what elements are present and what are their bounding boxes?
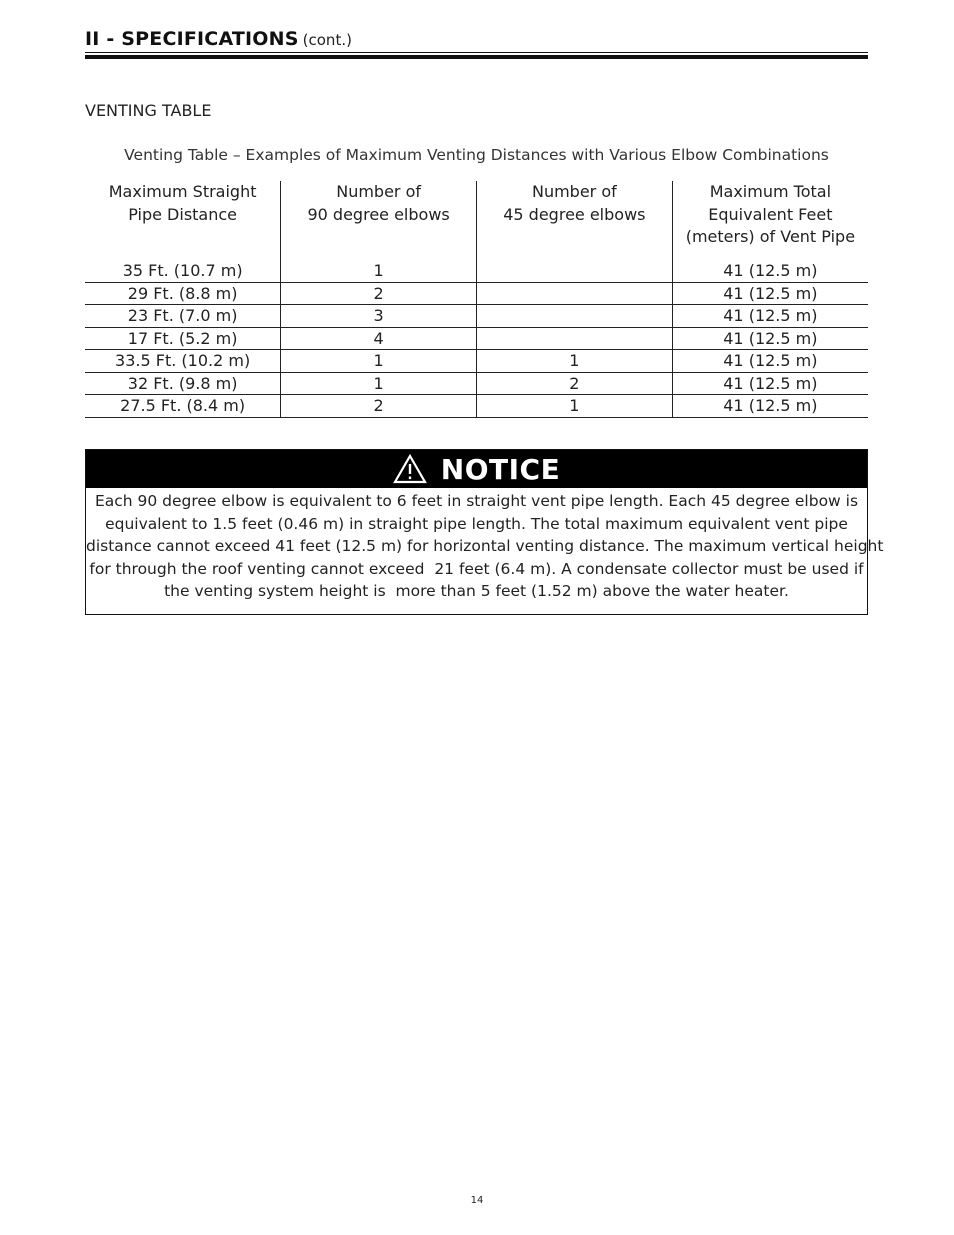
table-row (85, 395, 868, 418)
table-cell: 41 (12.5 m) (672, 282, 868, 305)
column-header-line: 90 degree elbows (307, 204, 450, 224)
table-cell (477, 260, 673, 282)
column-header-line: Pipe Distance (128, 204, 238, 224)
table-cell: 4 (281, 327, 477, 350)
table-cell: 41 (12.5 m) (672, 305, 868, 328)
notice-banner (86, 450, 867, 488)
table-row (85, 305, 868, 328)
table-header-row (85, 181, 868, 260)
table-cell (477, 327, 673, 350)
table-cell: 33.5 Ft. (10.2 m) (85, 350, 281, 373)
warning-triangle-icon (393, 454, 427, 484)
table-body (85, 260, 868, 417)
table-cell: 23 Ft. (7.0 m) (85, 305, 281, 328)
column-header (672, 181, 868, 260)
column-header-line: Maximum Total (709, 182, 832, 201)
table-cell: 17 Ft. (5.2 m) (85, 327, 281, 350)
notice-line: for through the roof venting cannot exceed 21 feet (6.4 m). A condensate collector must be used if (89, 559, 864, 578)
table-cell: 1 (281, 260, 477, 282)
table-cell: 41 (12.5 m) (672, 327, 868, 350)
table-row (85, 372, 868, 395)
section-continued-label: (cont.) (302, 31, 352, 49)
page-number: 14 (470, 1195, 484, 1206)
table-cell: 2 (281, 395, 477, 418)
table-row (85, 327, 868, 350)
page-header (85, 28, 868, 50)
column-header-line: 45 degree elbows (503, 204, 646, 224)
venting-table (85, 181, 868, 418)
table-cell: 41 (12.5 m) (672, 350, 868, 373)
table-cell: 1 (281, 350, 477, 373)
column-header-line: Equivalent Feet (708, 204, 833, 224)
header-rule-thin (85, 52, 868, 53)
table-cell: 1 (477, 395, 673, 418)
column-header (85, 181, 281, 260)
notice-text (86, 488, 884, 603)
table-cell: 35 Ft. (10.7 m) (85, 260, 281, 282)
column-header (477, 181, 673, 260)
table-cell: 1 (281, 372, 477, 395)
table-cell: 41 (12.5 m) (672, 395, 868, 418)
venting-table-label: VENTING TABLE (85, 101, 212, 120)
section-title: II - SPECIFICATIONS (85, 28, 299, 50)
column-header-line: (meters) of Vent Pipe (685, 227, 856, 246)
table-cell (477, 305, 673, 328)
column-header (281, 181, 477, 260)
notice-box (85, 449, 884, 615)
table-cell: 27.5 Ft. (8.4 m) (85, 395, 281, 418)
table-cell (477, 282, 673, 305)
column-header-line: Maximum Straight (108, 182, 257, 201)
notice-heading: NOTICE (440, 452, 561, 486)
table-row (85, 350, 868, 373)
column-header-line: Number of (531, 182, 617, 201)
header-rule-thick (85, 55, 868, 59)
table-cell: 41 (12.5 m) (672, 372, 868, 395)
table-cell: 41 (12.5 m) (672, 260, 868, 282)
table-cell: 29 Ft. (8.8 m) (85, 282, 281, 305)
table-cell: 2 (477, 372, 673, 395)
notice-line: distance cannot exceed 41 feet (12.5 m) for horizontal venting distance. The maximum vertical height (86, 537, 884, 556)
notice-line: equivalent to 1.5 feet (0.46 m) in straight pipe length. The total maximum equivalent vent pipe (105, 514, 848, 533)
table-cell: 32 Ft. (9.8 m) (85, 372, 281, 395)
table-row (85, 282, 868, 305)
column-header-line: Number of (336, 182, 422, 201)
table-cell: 1 (477, 350, 673, 373)
venting-table-caption: Venting Table – Examples of Maximum Venting Distances with Various Elbow Combinations (124, 146, 829, 164)
table-row (85, 260, 868, 282)
notice-line: the venting system height is more than 5 feet (1.52 m) above the water heater. (164, 582, 789, 601)
notice-line: Each 90 degree elbow is equivalent to 6 feet in straight vent pipe length. Each 45 degree elbow is (94, 492, 859, 510)
table-cell: 3 (281, 305, 477, 328)
table-cell: 2 (281, 282, 477, 305)
